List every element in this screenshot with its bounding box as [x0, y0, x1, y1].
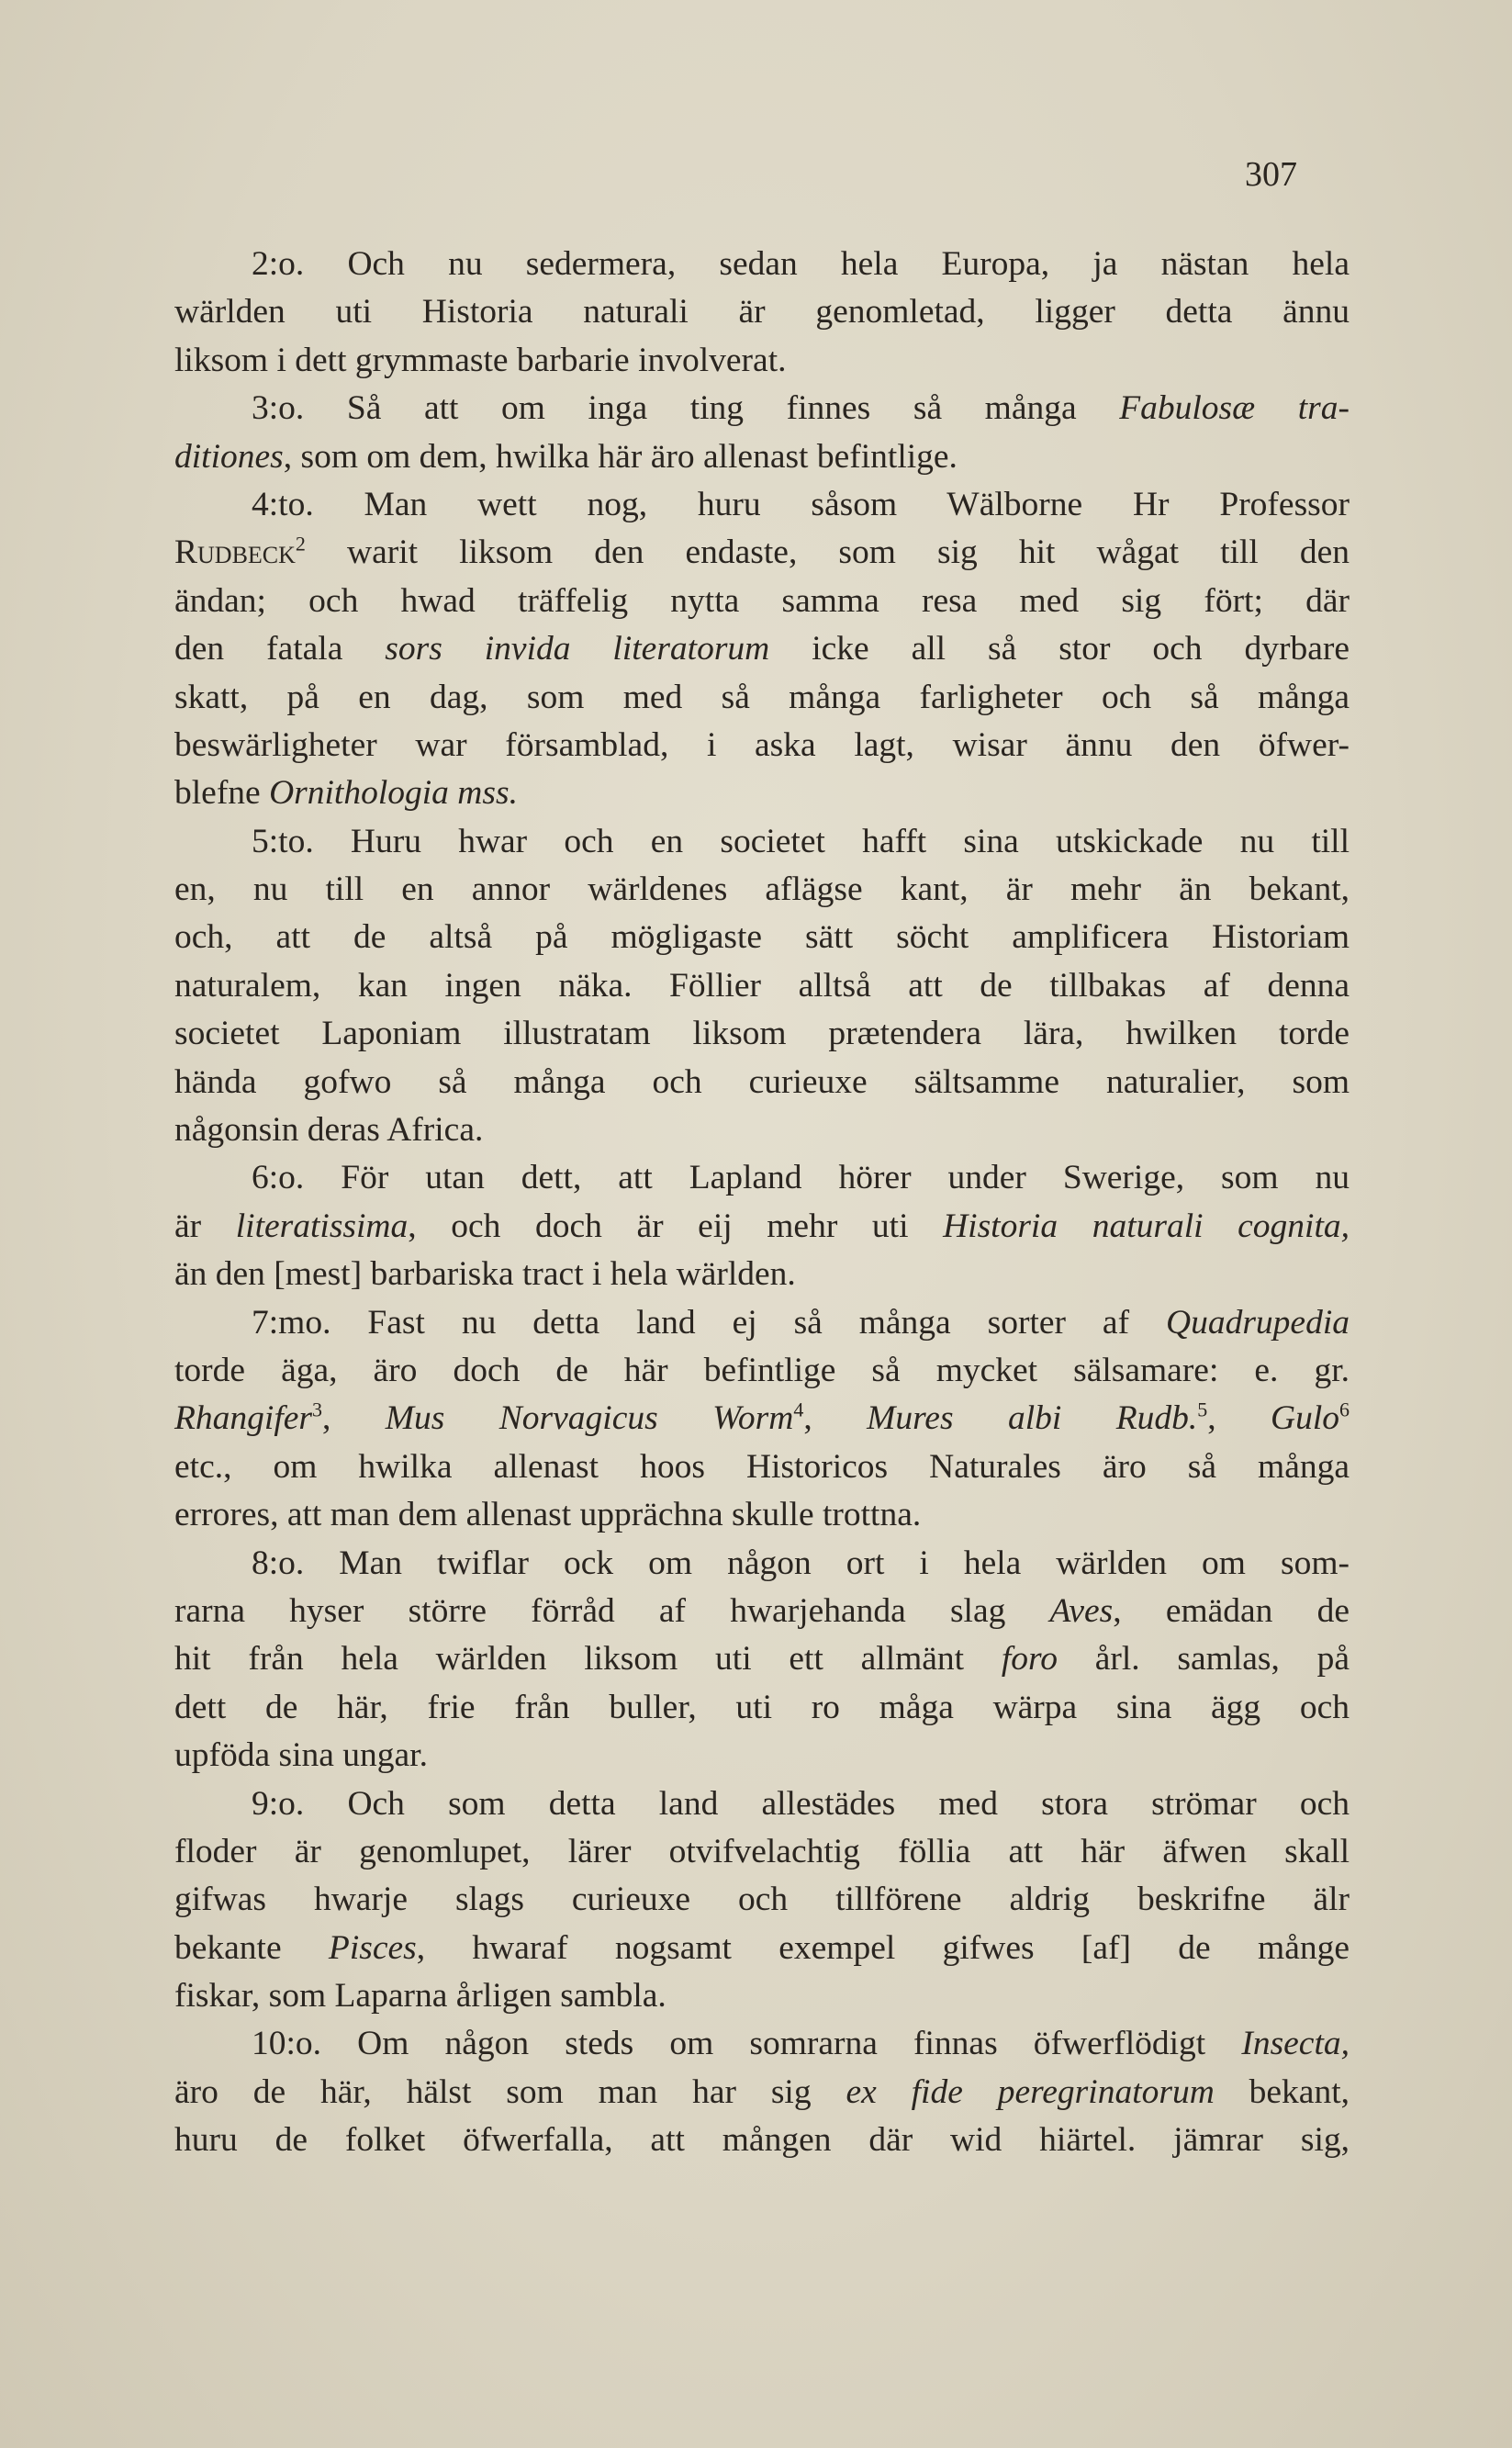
text-line: [174, 1347, 1350, 1395]
text-run: ändan; och hwad träffelig nytta samma resa med sig fört; där: [174, 581, 1350, 620]
text-run: 5:to. Huru hwar och en societet hafft sina utskickade nu till: [252, 822, 1350, 860]
text-run: blefne: [174, 774, 270, 813]
text-line: [174, 288, 1350, 336]
text-run: dett de här, frie från buller, uti ro måga wärpa sina ägg och: [174, 1688, 1350, 1726]
text-line: [174, 1010, 1350, 1058]
text-run: en, nu till en annor wärldenes aflägse kant, är mehr än bekant,: [174, 870, 1350, 909]
text-line: [174, 1876, 1350, 1924]
text-run: icke all så stor och dyrbare: [769, 630, 1350, 668]
text-run: liksom i dett grymmaste barbarie involverat.: [174, 341, 787, 379]
text-line: [174, 1588, 1350, 1635]
text-line: [174, 1154, 1350, 1202]
text-run: , hwaraf nogsamt exempel gifwes [af] de månge: [416, 1928, 1350, 1967]
italic-text: foro: [1001, 1640, 1058, 1679]
text-line: [174, 1684, 1350, 1732]
text-run: är: [174, 1207, 236, 1245]
small-caps-text: Rudbeck: [174, 533, 296, 572]
text-line: [174, 481, 1350, 529]
text-line: [174, 769, 1350, 817]
italic-text: Mures albi Rudb.: [867, 1399, 1198, 1438]
text-line: [174, 1203, 1350, 1251]
italic-text: ex fide peregrinatorum: [846, 2072, 1215, 2111]
text-run: 9:o. Och som detta land allestädes med stora strömar och: [252, 1784, 1350, 1823]
page-number: 307: [1245, 155, 1297, 194]
text-run: , som om dem, hwilka här äro allenast befintlige.: [283, 437, 958, 476]
text-run: wärlden uti Historia naturali är genomletad, ligger detta ännu: [174, 293, 1350, 331]
text-line: [174, 1732, 1350, 1780]
italic-text: Mus Norvagicus Worm: [385, 1399, 794, 1438]
text-line: [174, 1443, 1350, 1491]
text-run: bekante: [174, 1928, 329, 1967]
text-run: den fatala: [174, 630, 386, 668]
text-line: [174, 818, 1350, 866]
italic-text: Insecta,: [1241, 2025, 1350, 2063]
text-run: än den [mest] barbariska tract i hela wärlden.: [174, 1255, 796, 1294]
text-run: 10:o. Om någon steds om somrarna finnas öfwerflödigt: [252, 2025, 1242, 2063]
text-run: floder är genomlupet, lärer otvifvelachtig föllia att här äfwen skall: [174, 1832, 1350, 1870]
text-line: [174, 1395, 1350, 1443]
body-text: [174, 241, 1350, 2165]
text-line: [174, 866, 1350, 914]
text-run: och, att de altså på mögligaste sätt söcht amplificera Historiam: [174, 918, 1350, 957]
text-line: [174, 578, 1350, 625]
italic-text: Pisces: [328, 1928, 417, 1967]
italic-text: Fabulosæ tra-: [1119, 389, 1350, 428]
text-line: [174, 241, 1350, 288]
text-line: [174, 1059, 1350, 1106]
text-line: [174, 1780, 1350, 1828]
text-run: skatt, på en dag, som med så många farligheter och så många: [174, 678, 1350, 716]
text-line: [174, 1540, 1350, 1588]
text-line: [174, 529, 1350, 577]
text-line: [174, 962, 1350, 1010]
text-line: [174, 2020, 1350, 2068]
text-line: [174, 337, 1350, 385]
text-run: någonsin deras Africa.: [174, 1111, 484, 1150]
italic-text: Historia naturali cognita,: [943, 1207, 1350, 1245]
text-run: fiskar, som Laparna årligen sambla.: [174, 1977, 666, 2016]
text-line: [174, 1106, 1350, 1154]
text-run: beswärligheter war församblad, i aska lagt, wisar ännu den öfwer-: [174, 725, 1350, 764]
text-run: , och doch är eij mehr uti: [408, 1207, 944, 1245]
text-line: [174, 1491, 1350, 1539]
italic-text: Quadrupedia: [1166, 1303, 1350, 1342]
italic-text: literatissima: [235, 1207, 409, 1245]
text-line: [174, 1972, 1350, 2020]
text-line: [174, 1251, 1350, 1298]
text-line: [174, 1828, 1350, 1876]
text-line: [174, 2117, 1350, 2164]
text-line: [174, 2069, 1350, 2117]
text-run: torde äga, äro doch de här befintlige så mycket sälsamare: e. gr.: [174, 1351, 1350, 1389]
text-line: [174, 385, 1350, 432]
text-run: ,: [1207, 1399, 1271, 1438]
italic-text: ditiones: [174, 437, 284, 476]
italic-text: Ornithologia mss.: [269, 774, 518, 813]
text-run: 3:o. Så att om inga ting finnes så många: [252, 389, 1120, 428]
text-run: hända gofwo så många och curieuxe sältsamme naturalier, som: [174, 1062, 1350, 1101]
text-run: huru de folket öfwerfalla, att mången där wid hiärtel. jämrar sig,: [174, 2121, 1350, 2160]
text-run: 8:o. Man twiflar ock om någon ort i hela wärlden om som-: [252, 1544, 1350, 1582]
text-line: [174, 722, 1350, 769]
text-line: [174, 433, 1350, 481]
text-run: warit liksom den endaste, som sig hit wågat till den: [305, 533, 1350, 572]
text-run: rarna hyser större förråd af hwarjehanda slag: [174, 1591, 1050, 1630]
text-run: etc., om hwilka allenast hoos Historicos Naturales äro så många: [174, 1447, 1350, 1486]
text-run: äro de här, hälst som man har sig: [174, 2072, 846, 2111]
text-line: [174, 914, 1350, 961]
text-run: 6:o. För utan dett, att Lapland hörer under Swerige, som nu: [252, 1159, 1350, 1197]
italic-text: Gulo: [1271, 1399, 1340, 1438]
text-line: [174, 1925, 1350, 1972]
text-run: , emädan de: [1113, 1591, 1350, 1630]
footnote-marker: 2: [295, 532, 306, 556]
text-line: [174, 1635, 1350, 1683]
text-run: hit från hela wärlden liksom uti ett allmänt: [174, 1640, 1002, 1679]
footnote-marker: 4: [793, 1398, 804, 1421]
text-run: naturalem, kan ingen näka. Föllier alltså att de tillbakas af denna: [174, 966, 1350, 1005]
text-run: gifwas hwarje slags curieuxe och tillförene aldrig beskrifne älr: [174, 1881, 1350, 1919]
text-run: 4:to. Man wett nog, huru såsom Wälborne Hr Professor: [252, 485, 1350, 523]
italic-text: Rhangifer: [174, 1399, 312, 1438]
text-run: upföda sina ungar.: [174, 1736, 428, 1775]
text-run: societet Laponiam illustratam liksom prætendera lära, hwilken torde: [174, 1015, 1350, 1053]
footnote-marker: 6: [1339, 1398, 1350, 1421]
text-run: 7:mo. Fast nu detta land ej så många sorter af: [252, 1303, 1166, 1342]
text-run: årl. samlas, på: [1057, 1640, 1350, 1679]
text-run: ,: [321, 1399, 386, 1438]
footnote-marker: 3: [311, 1398, 322, 1421]
italic-text: sors invida literatorum: [385, 630, 770, 668]
footnote-marker: 5: [1197, 1398, 1208, 1421]
text-run: ,: [803, 1399, 868, 1438]
text-run: 2:o. Och nu sedermera, sedan hela Europa, ja nästan hela: [252, 245, 1350, 283]
text-line: [174, 1299, 1350, 1347]
text-run: errores, att man dem allenast upprächna skulle trottna.: [174, 1496, 922, 1534]
text-line: [174, 674, 1350, 722]
text-line: [174, 625, 1350, 673]
text-run: bekant,: [1214, 2072, 1350, 2111]
italic-text: Aves: [1049, 1591, 1114, 1630]
